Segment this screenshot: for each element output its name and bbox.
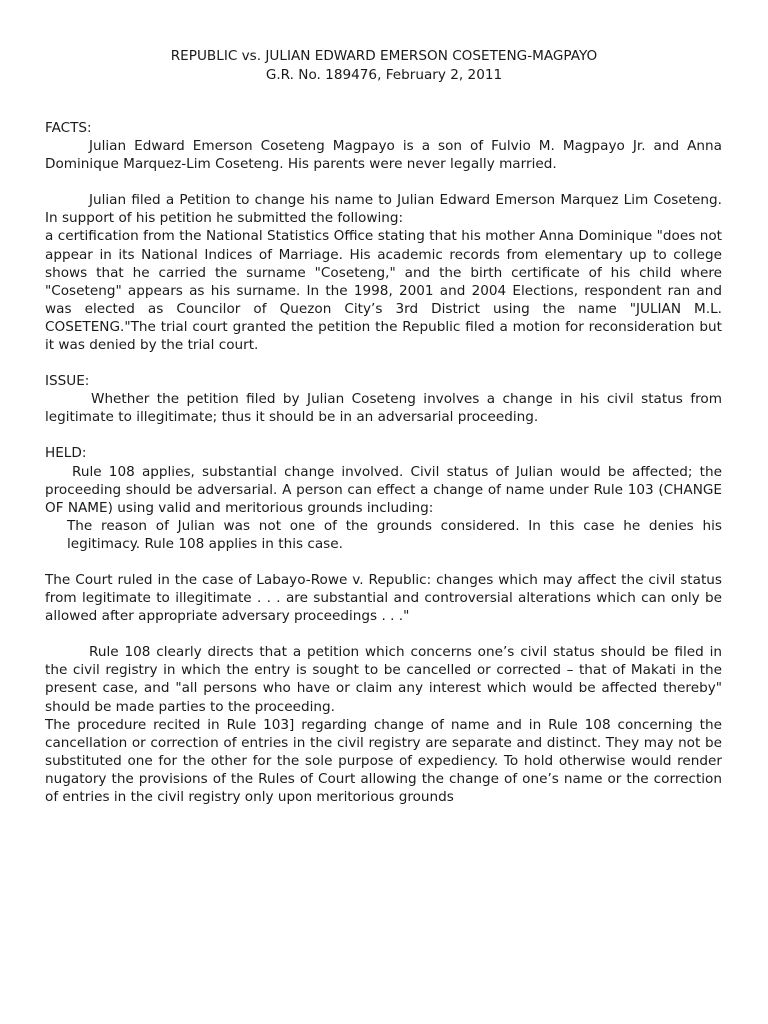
case-title-line2: G.R. No. 189476, February 2, 2011	[265, 66, 503, 83]
document-body	[45, 119, 722, 806]
facts-paragraph-1: Julian Edward Emerson Coseteng Magpayo is a son of Fulvio M. Magpayo Jr. and Anna Dominique Marquez-Lim Coseteng. His parents were never legally married.	[45, 138, 722, 173]
held-paragraph-5: The procedure recited in Rule 103] regarding change of name and in Rule 108 concerning the cancellation or correction of entries in the civil registry are separate and distinct. They may not be substituted one for the other for the sole purpose of expediency. To hold otherwise would render nugatory the provisions of the Rules of Court allowing the change of one’s name or the correction of entries in the civil registry only upon meritorious grounds	[45, 716, 722, 805]
case-title	[0, 47, 768, 84]
facts-paragraph-2: Julian filed a Petition to change his name to Julian Edward Emerson Marquez Lim Coseteng. In support of his petition he submitted the following:	[45, 192, 722, 227]
issue-heading: ISSUE:	[45, 373, 90, 390]
held-heading: HELD:	[45, 445, 87, 462]
held-paragraph-3: The Court ruled in the case of Labayo-Rowe v. Republic: changes which may affect the civil status from legitimate to illegitimate . . . are substantial and controversial alterations which can only be allowed after appropriate adversary proceedings . . ."	[45, 571, 722, 625]
facts-heading: FACTS:	[45, 120, 92, 136]
issue-paragraph-1: Whether the petition filed by Julian Coseteng involves a change in his civil status from legitimate to illegitimate; thus it should be in an adversarial proceeding.	[45, 391, 722, 426]
held-paragraph-1: Rule 108 applies, substantial change involved. Civil status of Julian would be affected; the proceeding should be adversarial. A person can effect a change of name under Rule 103 (CHANGE OF NAME) using valid and meritorious grounds including:	[45, 463, 722, 516]
case-title-line1: REPUBLIC vs. JULIAN EDWARD EMERSON COSETENG-MAGPAYO	[170, 48, 598, 64]
facts-paragraph-3: a certification from the National Statistics Office stating that his mother Anna Dominique "does not appear in its National Indices of Marriage. His academic records from elementary up to college shows that he carried the surname "Coseteng," and the birth certificate of his child where "Coseteng" appears as his surname. In the 1998, 2001 and 2004 Elections, respondent ran and was elected as Councilor of Quezon City’s 3rd District using the name "JULIAN M.L. COSETENG."The trial court granted the petition the Republic filed a motion for reconsideration but it was denied by the trial court.	[45, 228, 722, 354]
held-paragraph-2: The reason of Julian was not one of the grounds considered. In this case he denies his legitimacy. Rule 108 applies in this case.	[67, 517, 722, 552]
held-paragraph-4: Rule 108 clearly directs that a petition which concerns one’s civil status should be filed in the civil registry in which the entry is sought to be cancelled or corrected – that of Makati in the present case, and "all persons who have or claim any interest which would be affected thereby" should be made parties to the proceeding.	[45, 644, 722, 715]
